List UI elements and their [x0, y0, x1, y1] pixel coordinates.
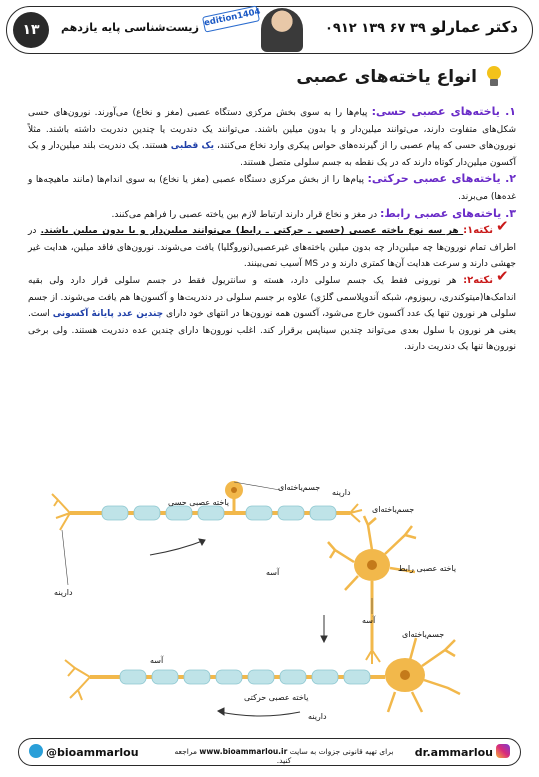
page-number: ۱۳ — [13, 12, 49, 48]
neuron-diagram-svg — [50, 480, 490, 725]
edition-stamp: edition1404 — [202, 5, 260, 32]
notice-prefix: برای تهیه قانونی جزوات به سایت — [289, 747, 394, 756]
note-1 — [28, 223, 516, 273]
label-interneuron: یاخته عصبی رابط — [398, 564, 457, 573]
paragraph-interneuron — [28, 206, 516, 224]
note-2-label: نکته۲: — [463, 274, 493, 286]
lightbulb-icon — [483, 64, 505, 90]
direction-arrows — [150, 539, 327, 716]
instagram-handle[interactable] — [415, 744, 510, 759]
main-content — [28, 104, 516, 356]
label-axon-2: آسه — [362, 616, 376, 625]
heading-sensory: ۱. یاخته‌های عصبی حسی: — [371, 105, 516, 118]
page-header — [6, 6, 533, 54]
heading-motor: ۲. یاخته‌های عصبی حرکتی: — [367, 172, 517, 186]
note-1-bold: هر سه نوع یاخته عصبی (حسی ـ حرکتی ـ رابط) می‌توانند میلین‌دار و یا بدون میلین باشند. — [40, 226, 464, 237]
section-title-row — [296, 64, 505, 90]
highlight-axon-terminals: چندین عدد پایانه‌ٔ آکسونی — [52, 309, 164, 320]
note-1-text: در اطراف تمام نورون‌ها چه میلین‌دار چه بدون میلین یاخته‌های غیرعصبی(نوروگلیا) یافت می‌شوند. نورون‌های فاقد میلین، هدایت غیر جهشی دارند و سرعت هدایت آن‌ها کمتری دارند و در MS آسیب نمی‌بینند. — [28, 226, 516, 270]
label-axon-1: آسه — [266, 568, 280, 577]
phone-number: ۰۹۱۲ ۱۳۹ ۶۷ ۳۹ — [325, 21, 426, 36]
sensory-text-1: پیام‌ها را به سوی بخش مرکزی دستگاه عصبی (مغز و نخاع) می‌آورند. نورون‌های حسی شکل‌های متفاوت دارند، می‌توانند میلین‌دار و یا بدون میلین باشند. می‌توانند یک دندریت یا چندین دندریت داشته باشند. مثلاً نورون‌های حسی که پیام عصبی را از گیرنده‌های حواس پیکری وارد نخاع می‌کنند، — [28, 108, 517, 152]
label-cell-body-3: جسم‌یاخته‌ای — [402, 630, 445, 639]
interneuron — [328, 516, 416, 664]
interneuron-text: در مغز و نخاع قرار دارند ارتباط لازم بین یاخته عصبی را فراهم می‌کنند. — [111, 209, 381, 220]
label-dendrite-bottom: دارینه — [308, 712, 327, 721]
note-2-text-2: است. یعنی هر نورون با سلول بعدی می‌تواند چندین سیناپس برقرار کند. اغلب نورون‌ها دارای چندین عده دندریت هستند. ولی برخی نورون‌ها تنها یک دندریت دارند. — [28, 309, 516, 353]
page-footer — [18, 738, 521, 766]
sensory-text-2: هستند. یک دندریت بلند میلین‌دار و یک آکسون میلین‌دار کوتاه دارند که در یک نقطه به جسم سلولی متصل هستند. — [28, 141, 516, 168]
telegram-handle[interactable] — [29, 744, 139, 759]
telegram-icon — [29, 744, 43, 758]
label-dendrite-1: دارینه — [332, 488, 351, 497]
paragraph-motor — [28, 171, 516, 205]
label-dendrite-left: دارینه — [54, 588, 73, 597]
site-link[interactable]: www.bioammarlou.ir — [199, 747, 288, 756]
telegram-text: @bioammarlou — [46, 746, 139, 759]
label-axon-3: آسه — [150, 656, 164, 665]
instagram-text: dr.ammarlou — [414, 746, 493, 759]
checkmark-icon — [496, 223, 516, 235]
note-2-text-1: هر نورونی فقط یک جسم سلولی دارد، هسته و سانتریول فقط در جسم سلولی قرار دارد ولی بقیه اندامک‌ها(میتوکندری، ریبوزوم، شبکه آندوپلاسمی گلژی) علاوه بر جسم سلولی در دندریت‌ها و آکسون‌ها هم یافت می‌شوند. از جسم سلولی هر نورون تنها یک عدد آکسون خارج می‌شود، آکسون همه نورون‌ها در انتهای خود دارای — [28, 275, 516, 320]
paragraph-sensory — [28, 104, 516, 171]
label-cell-body-2: جسم‌یاخته‌ای — [372, 505, 415, 514]
note-1-label: نکته۱: — [463, 225, 493, 237]
neuron-diagram — [50, 480, 490, 725]
label-motor-neuron: یاخته عصبی حرکتی — [244, 693, 309, 702]
heading-interneuron: ۳. یاخته‌های عصبی رابط: — [380, 206, 516, 220]
highlight-unipolar: یک قطبی — [170, 141, 215, 152]
label-cell-body-1: جسم‌یاخته‌ای — [278, 483, 321, 492]
subject-title: زیست‌شناسی پایه یازدهم — [61, 21, 199, 34]
author-name: دکتر عمارلو — [431, 18, 518, 36]
label-sensory-neuron: یاخته عصبی حسی — [168, 498, 229, 507]
author-avatar — [261, 8, 303, 52]
checkmark-icon — [496, 273, 516, 285]
footer-notice — [169, 747, 399, 765]
motor-text: پیام‌ها را از بخش مرکزی دستگاه عصبی (مغز یا نخاع) به سوی اندام‌ها (مانند ماهیچه‌ها و غده‌ها) می‌برند. — [28, 175, 516, 202]
instagram-icon — [496, 744, 510, 758]
notice-suffix: مراجعه کنید. — [174, 747, 292, 765]
note-2 — [28, 273, 516, 356]
page-title: انواع یاخته‌های عصبی — [296, 67, 477, 87]
